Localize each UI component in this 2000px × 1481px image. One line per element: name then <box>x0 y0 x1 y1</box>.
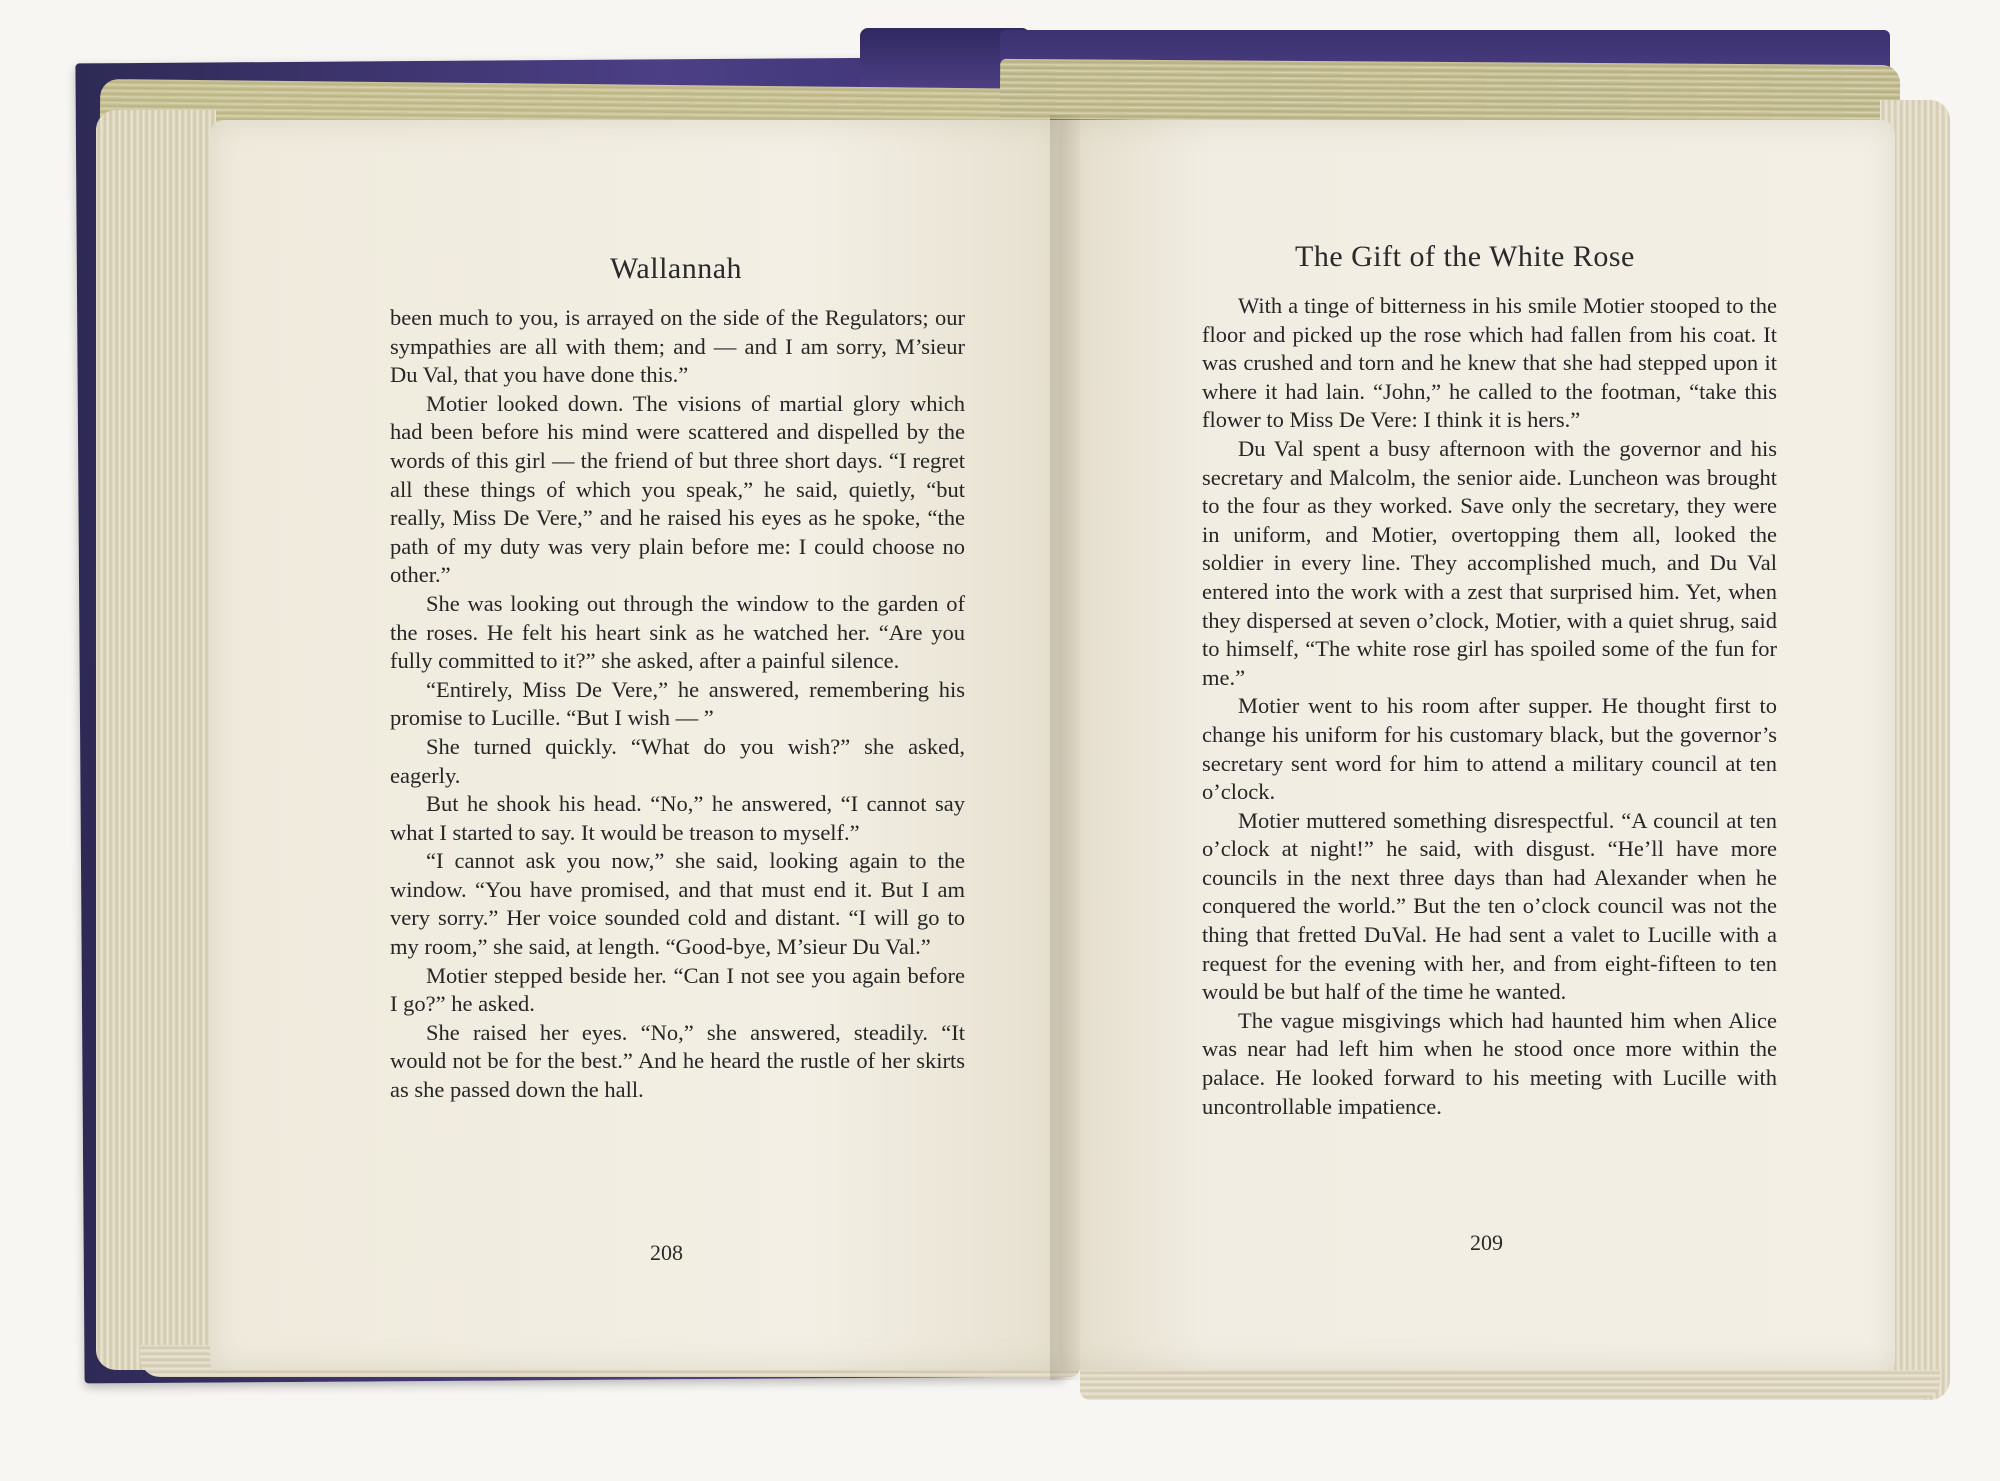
paragraph: But he shook his head. “No,” he answered, “I cannot say what I started to say. It would be treason to myself.” <box>390 791 965 845</box>
paragraph: The vague misgivings which had haunted him when Alice was near had left him when he stood once more within the palace. He looked forward to his meeting with Lucille with uncontrollable impatience. <box>1202 1007 1777 1119</box>
paragraph: She raised her eyes. “No,” she answered, steadily. “It would not be for the best.” And he heard the rustle of her skirts as she passed down the hall. <box>390 1019 965 1103</box>
paragraph: She turned quickly. “What do you wish?” she asked, eagerly. <box>390 733 965 788</box>
running-head-right: The Gift of the White Rose <box>1295 240 1635 273</box>
gilt-top-edge-right <box>1000 59 1900 125</box>
paragraph: “I cannot ask you now,” she said, looking again to the window. “You have promised, and that must end it. But I am very sorry.” Her voice sounded cold and distant. “I will go to my room,” she said, at length. “Good-bye, M’sieur Du Val.” <box>390 848 965 960</box>
paragraph: Motier went to his room after supper. He thought first to change his uniform for his customary black, but the governor’s secretary sent word for him to attend a military council at ten o’clock. <box>1202 693 1777 805</box>
book-gutter <box>1050 115 1080 1380</box>
paragraph: Motier stepped beside her. “Can I not see you again before I go?” he asked. <box>390 962 965 1017</box>
paragraph: Motier muttered something disrespectful. “A council at ten o’clock at night!” he said, with disgust. “He’ll have more councils in the next three days than had Alexander when he conquered the world.” But the ten o’clock council was not the thing that fretted DuVal. He had sent a valet to Lucille with a request for the evening with her, and from eight-fifteen to ten would be but half of the time he wanted. <box>1202 807 1777 1005</box>
left-page <box>210 120 1065 1370</box>
paragraph: Motier looked down. The visions of martial glory which had been before his mind were scattered and dispelled by the words of this girl — the friend of but three short days. “I regret all these things of which you speak,” he said, quietly, “but really, Miss De Vere,” and he raised his eyes as he spoke, “the path of my duty was very plain before me: I could choose no other.” <box>390 390 965 588</box>
right-page-text <box>1202 292 1777 1121</box>
page-edges-bottom-right <box>1080 1370 1940 1400</box>
page-edges-left <box>96 110 216 1370</box>
running-head-left: Wallannah <box>610 252 743 285</box>
page-number-left: 208 <box>650 1240 683 1265</box>
paragraph: “Entirely, Miss De Vere,” he answered, remembering his promise to Lucille. “But I wish — ” <box>390 676 965 731</box>
paragraph: She was looking out through the window to the garden of the roses. He felt his heart sink as he watched her. “Are you fully committed to it?” she asked, after a painful silence. <box>390 590 965 674</box>
page-number-right: 209 <box>1470 1230 1503 1255</box>
paragraph: Du Val spent a busy afternoon with the governor and his secretary and Malcolm, the senior aide. Luncheon was brought to the four as they worked. Save only the secretary, they were in uniform, and Motier, overtopping them all, looked the soldier in every line. They accomplished much, and Du Val entered into the work with a zest that surprised him. Yet, when they dispersed at seven o’clock, Motier, with a quiet shrug, said to himself, “The white rose girl has spoiled some of the fun for me.” <box>1202 435 1777 690</box>
paragraph: been much to you, is arrayed on the side of the Regulators; our sympathies are all with them; and — and I am sorry, M’sieur Du Val, that you have done this.” <box>390 305 965 388</box>
right-page <box>1060 120 1895 1370</box>
left-page-text <box>390 304 965 1105</box>
paragraph: With a tinge of bitterness in his smile Motier stooped to the floor and picked up the rose which had fallen from his coat. It was crushed and torn and he knew that she had stepped upon it where it had lain. “John,” he called to the footman, “take this flower to Miss De Vere: I think it is hers.” <box>1202 293 1777 433</box>
